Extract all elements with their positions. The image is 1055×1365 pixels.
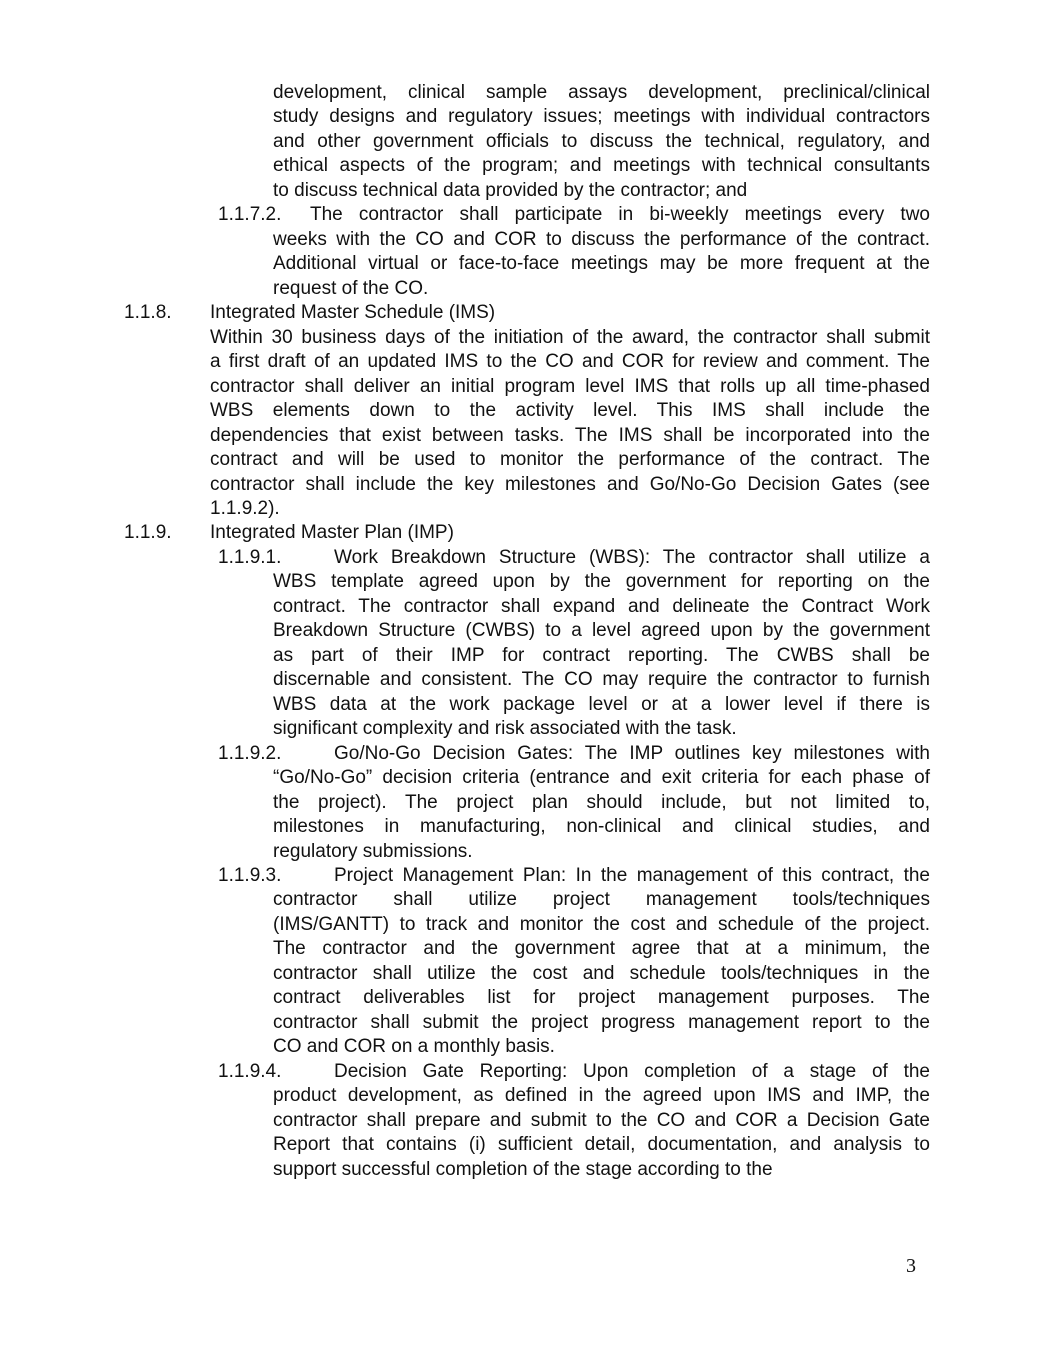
paragraph-text: WBS elements down to the activity level. This IMS shall include the: [210, 400, 930, 422]
text-line: [0, 252, 1055, 276]
paragraph-text: CO and COR on a monthly basis.: [273, 1036, 555, 1058]
text-line: [0, 179, 1055, 203]
paragraph-text: contract and will be used to monitor the performance of the contract. The: [210, 449, 930, 471]
section-cont: [0, 81, 1055, 203]
text-line: [0, 742, 1055, 766]
item-number: 1.1.9.2.: [218, 742, 282, 764]
item-number: 1.1.9.3.: [218, 865, 282, 886]
text-line: [0, 1035, 1055, 1059]
paragraph-text: the project). The project plan should include, but not limited to,: [273, 791, 930, 813]
paragraph-text: contractor shall prepare and submit to the CO and COR a Decision Gate: [273, 1109, 930, 1131]
text-line: [0, 1109, 1055, 1133]
paragraph-text: Project Management Plan: In the management of this contract, the: [334, 865, 930, 886]
paragraph-text: support successful completion of the stage according to the: [273, 1158, 773, 1180]
section-sub2: [0, 546, 1055, 742]
page-number: 3: [906, 1255, 916, 1277]
text-line: [0, 375, 1055, 399]
section-sub2: [0, 864, 1055, 1060]
text-line: [0, 766, 1055, 790]
paragraph-text: Additional virtual or face-to-face meetings may be more frequent at the: [273, 253, 930, 275]
document-body: [0, 81, 1055, 1182]
text-line: [0, 1060, 1055, 1084]
text-line: [0, 595, 1055, 619]
text-line: [0, 350, 1055, 374]
paragraph-text: and other government officials to discuss the technical, regulatory, and: [273, 130, 930, 152]
item-number: 1.1.7.2.: [218, 204, 282, 226]
paragraph-text: product development, as defined in the agreed upon IMS and IMP, the: [273, 1085, 930, 1107]
item-number: 1.1.9.4.: [218, 1060, 282, 1082]
section-number: 1.1.9.: [124, 522, 172, 544]
paragraph-text: The contractor shall participate in bi-weekly meetings every two: [310, 204, 930, 226]
text-line: [0, 962, 1055, 986]
paragraph-text: development, clinical sample assays development, preclinical/clinical: [273, 82, 930, 103]
text-line: [0, 154, 1055, 178]
paragraph-text: discernable and consistent. The CO may require the contractor to furnish: [273, 669, 930, 691]
paragraph-text: contractor shall deliver an initial program level IMS that rolls up all time-phased: [210, 375, 930, 397]
text-line: [0, 913, 1055, 937]
text-line: [0, 1084, 1055, 1108]
paragraph-text: milestones in manufacturing, non-clinical and clinical studies, and: [273, 816, 930, 838]
paragraph-text: contract. The contractor shall expand and delineate the Contract Work: [273, 595, 930, 617]
paragraph-text: 1.1.9.2).: [210, 497, 280, 519]
paragraph-text: a first draft of an updated IMS to the CO and COR for review and comment. The: [210, 351, 930, 373]
section-heading: [0, 521, 1055, 545]
text-line: [0, 1158, 1055, 1182]
text-line: [0, 203, 1055, 227]
paragraph-text: contractor shall submit the project progress management report to the: [273, 1011, 930, 1033]
section-heading: [0, 301, 1055, 325]
text-line: [0, 546, 1055, 570]
paragraph-text: study designs and regulatory issues; meetings with individual contractors: [273, 106, 930, 128]
paragraph-text: Within 30 business days of the initiation of the award, the contractor shall submit: [210, 326, 930, 348]
section-title: Integrated Master Schedule (IMS): [210, 302, 496, 324]
text-line: [0, 619, 1055, 643]
paragraph-text: Breakdown Structure (CWBS) to a level agreed upon by the government: [273, 620, 930, 642]
text-line: [0, 791, 1055, 815]
paragraph-text: “Go/No-Go” decision criteria (entrance and exit criteria for each phase of: [273, 767, 930, 789]
text-line: [0, 473, 1055, 497]
section-number: 1.1.8.: [124, 302, 172, 324]
text-line: [0, 1011, 1055, 1035]
paragraph-text: weeks with the CO and COR to discuss the performance of the contract.: [273, 228, 930, 250]
text-line: [0, 277, 1055, 301]
section-heading: [0, 521, 1055, 545]
paragraph-text: contract deliverables list for project management purposes. The: [273, 987, 930, 1009]
section-sub: [0, 203, 1055, 301]
text-line: [0, 399, 1055, 423]
paragraph-text: to discuss technical data provided by the contractor; and: [273, 179, 748, 201]
text-line: [0, 864, 1055, 888]
text-line: [0, 717, 1055, 741]
paragraph-text: WBS data at the work package level or at a lower level if there is: [273, 693, 930, 715]
text-line: [0, 570, 1055, 594]
section-title: Integrated Master Plan (IMP): [210, 522, 454, 544]
paragraph-text: (IMS/GANTT) to track and monitor the cost and schedule of the project.: [273, 913, 930, 935]
paragraph-text: The contractor and the government agree that at a minimum, the: [273, 938, 930, 960]
text-line: [0, 448, 1055, 472]
paragraph-text: Report that contains (i) sufficient detail, documentation, and analysis to: [273, 1134, 930, 1156]
text-line: [0, 81, 1055, 105]
text-line: [0, 937, 1055, 961]
text-line: [0, 693, 1055, 717]
text-line: [0, 105, 1055, 129]
paragraph-text: Go/No-Go Decision Gates: The IMP outlines key milestones with: [334, 742, 930, 764]
text-line: [0, 888, 1055, 912]
paragraph-text: as part of their IMP for contract reporting. The CWBS shall be: [273, 644, 930, 666]
paragraph-text: regulatory submissions.: [273, 840, 473, 862]
paragraph-text: significant complexity and risk associated with the task.: [273, 718, 737, 740]
text-line: [0, 1133, 1055, 1157]
section-heading: [0, 301, 1055, 325]
section-sub2: [0, 742, 1055, 864]
paragraph-text: request of the CO.: [273, 277, 429, 299]
paragraph-text: ethical aspects of the program; and meetings with technical consultants: [273, 155, 930, 177]
paragraph-text: contractor shall utilize project management tools/techniques: [273, 889, 930, 911]
text-line: [0, 497, 1055, 521]
text-line: [0, 644, 1055, 668]
paragraph-text: contractor shall include the key milestones and Go/No-Go Decision Gates (see: [210, 473, 930, 495]
text-line: [0, 424, 1055, 448]
text-line: [0, 986, 1055, 1010]
section-para: [0, 326, 1055, 522]
text-line: [0, 228, 1055, 252]
item-number: 1.1.9.1.: [218, 546, 282, 568]
text-line: [0, 326, 1055, 350]
text-line: [0, 130, 1055, 154]
section-sub2: [0, 1060, 1055, 1182]
text-line: [0, 668, 1055, 692]
text-line: [0, 840, 1055, 864]
text-line: [0, 815, 1055, 839]
paragraph-text: dependencies that exist between tasks. The IMS shall be incorporated into the: [210, 424, 930, 446]
paragraph-text: Decision Gate Reporting: Upon completion of a stage of the: [334, 1060, 930, 1082]
paragraph-text: WBS template agreed upon by the government for reporting on the: [273, 571, 930, 593]
paragraph-text: Work Breakdown Structure (WBS): The contractor shall utilize a: [334, 546, 930, 568]
paragraph-text: contractor shall utilize the cost and schedule tools/techniques in the: [273, 962, 930, 984]
